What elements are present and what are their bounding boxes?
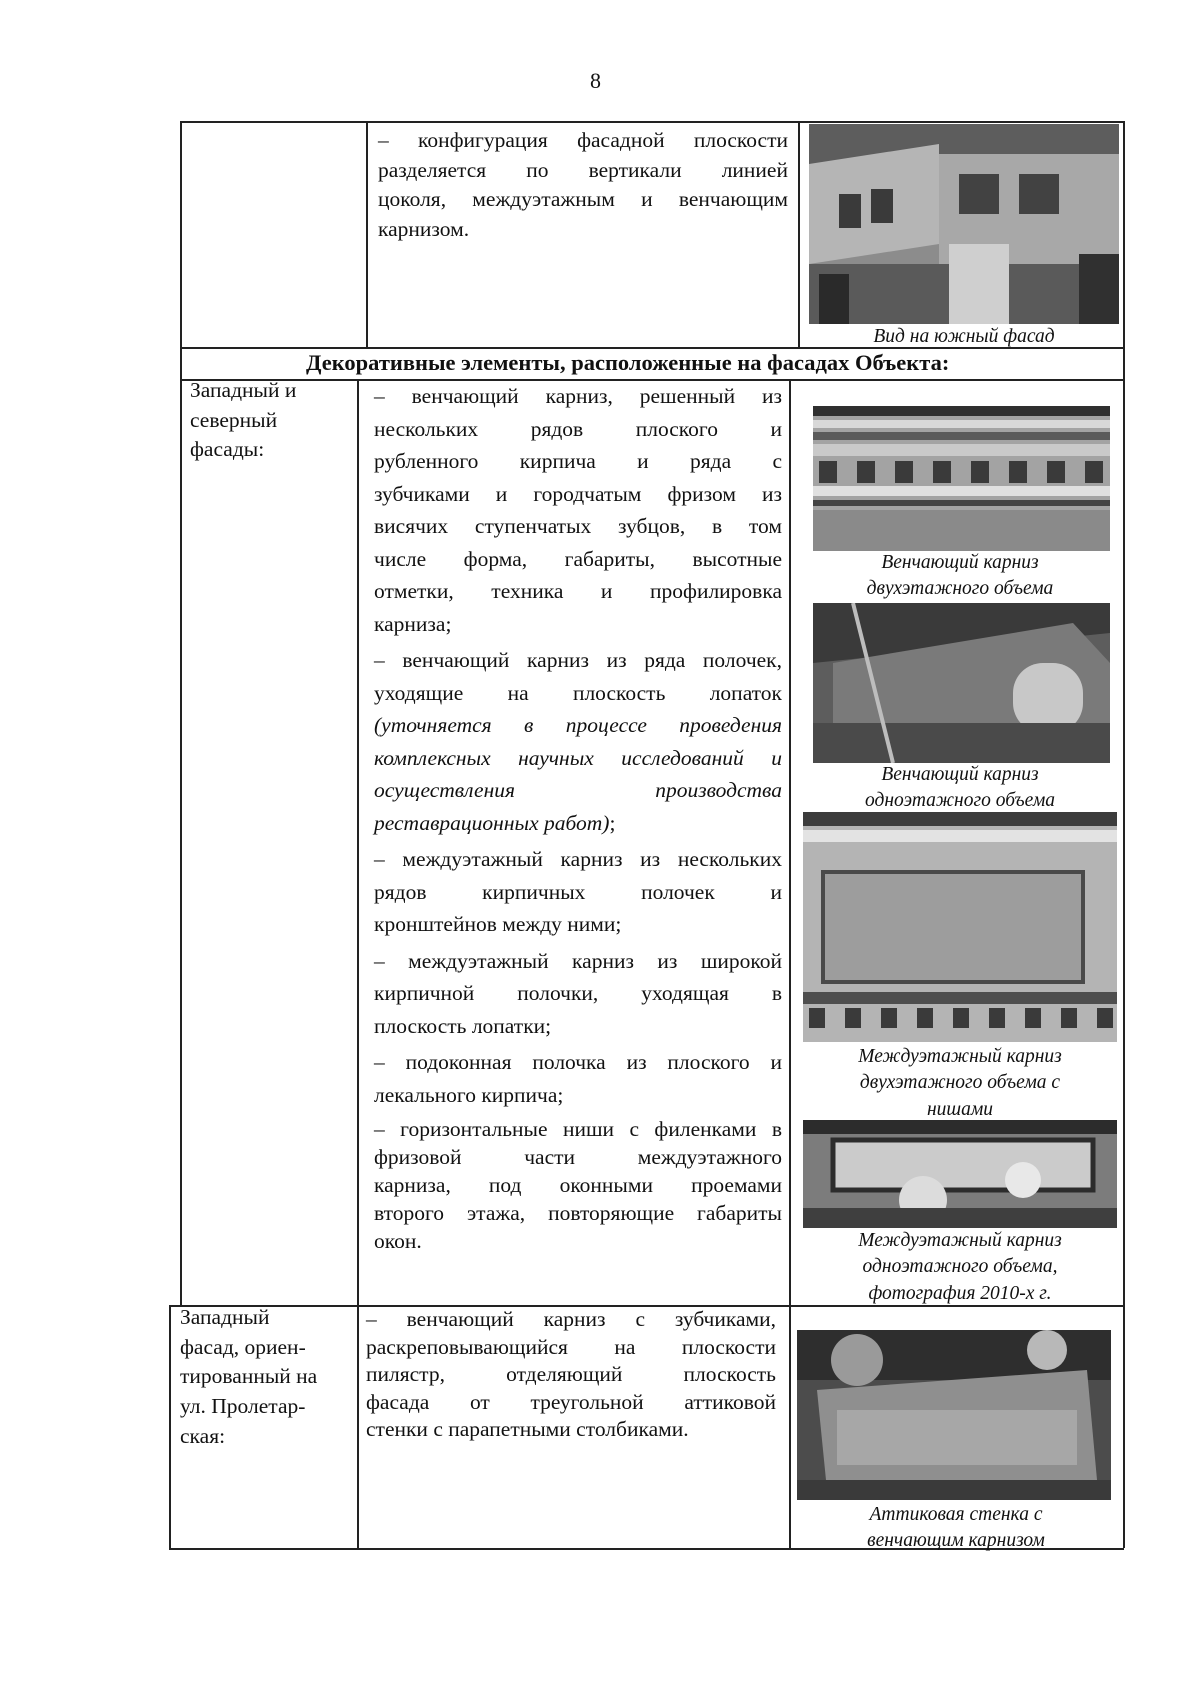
col-divider-2-b	[789, 379, 791, 1548]
text-line: висячих ступенчатых зубцов, в том	[374, 514, 782, 538]
row3-label	[180, 1303, 352, 1451]
text-line: рядов кирпичных полочек и	[374, 879, 782, 904]
text-line: комплексных научных исследований и	[374, 745, 782, 770]
list-item	[374, 945, 782, 1043]
photo-caption	[796, 1502, 1116, 1555]
text-line: второго этажа, повторяющие габариты	[374, 1201, 782, 1225]
label-line: Западный	[180, 1305, 270, 1329]
text-line: – венчающий карниз из ряда полочек,	[374, 648, 782, 672]
label-line: тированный на	[180, 1364, 318, 1389]
col-left-border-b	[169, 1305, 171, 1548]
col-divider-1-b	[357, 379, 359, 1548]
caption-line: Аттиковая стенка с	[869, 1504, 1043, 1525]
text-line: числе форма, габариты, высотные	[374, 546, 782, 571]
caption-line: Венчающий карниз	[881, 764, 1039, 785]
text-fragment: реставрационных работ)	[374, 810, 610, 835]
caption-line: двухэтажного объема	[866, 578, 1054, 600]
caption-line: фотография 2010-х г.	[868, 1282, 1052, 1304]
list-item	[374, 644, 782, 839]
row2-label	[190, 376, 350, 465]
label-line: ул. Пролетар-	[180, 1393, 306, 1418]
col-left-border-a	[180, 121, 182, 1305]
col-divider-1-a	[366, 121, 368, 347]
caption-line: венчающим карнизом	[867, 1530, 1045, 1552]
row1-description	[378, 126, 788, 245]
row3-description	[366, 1306, 776, 1444]
list-item	[374, 1115, 782, 1255]
table-right-border	[1123, 121, 1125, 1548]
text-line: зубчиками и городчатым фризом из	[374, 481, 782, 506]
text-line: пилястр, отделяющий плоскость	[366, 1362, 776, 1386]
label-line: фасад, ориен-	[180, 1334, 306, 1359]
text-line: карнизом.	[378, 216, 470, 241]
text-line: окон.	[374, 1229, 422, 1253]
label-line: северный	[190, 407, 278, 432]
page-number: 8	[590, 68, 601, 93]
list-item	[374, 843, 782, 941]
text-line: плоскость лопатки;	[374, 1013, 552, 1038]
interstorey-cornice-two-storey-photo	[803, 812, 1117, 1042]
south-facade-photo	[809, 124, 1119, 324]
text-line: отметки, техника и профилировка	[374, 579, 782, 603]
text-line: раскреповывающийся на плоскости	[366, 1334, 776, 1359]
attic-wall-photo	[797, 1330, 1111, 1500]
caption-line: Венчающий карниз	[881, 552, 1039, 573]
caption-line: нишами	[926, 1098, 994, 1120]
text-line: фризовой части междуэтажного	[374, 1145, 782, 1169]
list-item	[374, 380, 782, 640]
col-divider-2-a	[798, 121, 800, 347]
photo-caption	[800, 1044, 1120, 1123]
photo-caption	[800, 550, 1120, 603]
caption-line: Междуэтажный карниз	[858, 1046, 1062, 1067]
text-fragment: ;	[609, 810, 616, 835]
section-heading: Декоративные элементы, расположенные на фасадах Объекта:	[306, 350, 950, 375]
text-line: рубленного кирпича и ряда с	[374, 449, 782, 473]
text-line	[374, 807, 782, 840]
table-top-border	[180, 121, 1124, 123]
text-line: – конфигурация фасадной плоскости	[378, 128, 788, 152]
photo-caption: Вид на южный фасад	[873, 326, 1055, 347]
text-line: лекального кирпича;	[374, 1082, 564, 1107]
photo-caption	[800, 1228, 1120, 1307]
text-line: карниза;	[374, 611, 452, 636]
caption-line: одноэтажного объема,	[862, 1256, 1058, 1278]
interstorey-cornice-one-storey-photo	[803, 1120, 1117, 1228]
text-line: нескольких рядов плоского и	[374, 416, 782, 441]
text-line: – венчающий карниз с зубчиками,	[366, 1307, 776, 1331]
text-line: – междуэтажный карниз из нескольких	[374, 847, 782, 871]
row2-description	[374, 380, 782, 1259]
text-line: (уточняется в процессе проведения	[374, 713, 782, 737]
text-line: уходящие на плоскость лопаток	[374, 680, 782, 705]
caption-line: одноэтажного объема	[864, 790, 1056, 812]
list-item	[374, 1046, 782, 1111]
text-line: – горизонтальные ниши с филенками в	[374, 1117, 782, 1141]
text-line: – венчающий карниз, решенный из	[374, 384, 782, 408]
text-line: кирпичной полочки, уходящая в	[374, 981, 782, 1005]
label-line: фасады:	[190, 437, 265, 462]
text-line: кронштейнов между ними;	[374, 912, 622, 936]
text-line: осуществления производства	[374, 778, 782, 802]
text-line: стенки с парапетными столбиками.	[366, 1417, 689, 1441]
caption-line: Междуэтажный карниз	[858, 1230, 1062, 1251]
text-line: карниза, под оконными проемами	[374, 1173, 782, 1197]
text-line: – подоконная полочка из плоского и	[374, 1050, 782, 1074]
caption-line: двухэтажного объема с	[859, 1072, 1061, 1094]
label-line: ская:	[180, 1423, 226, 1448]
text-line: цоколя, междуэтажным и венчающим	[378, 187, 788, 212]
text-line: разделяется по вертикали линией	[378, 157, 788, 182]
photo-caption	[800, 762, 1120, 815]
text-line: фасада от треугольной аттиковой	[366, 1389, 776, 1414]
label-line: Западный и	[190, 378, 297, 402]
cornice-one-storey-photo	[813, 603, 1110, 763]
cornice-two-storey-photo	[813, 406, 1110, 551]
text-line: – междуэтажный карниз из широкой	[374, 948, 782, 973]
